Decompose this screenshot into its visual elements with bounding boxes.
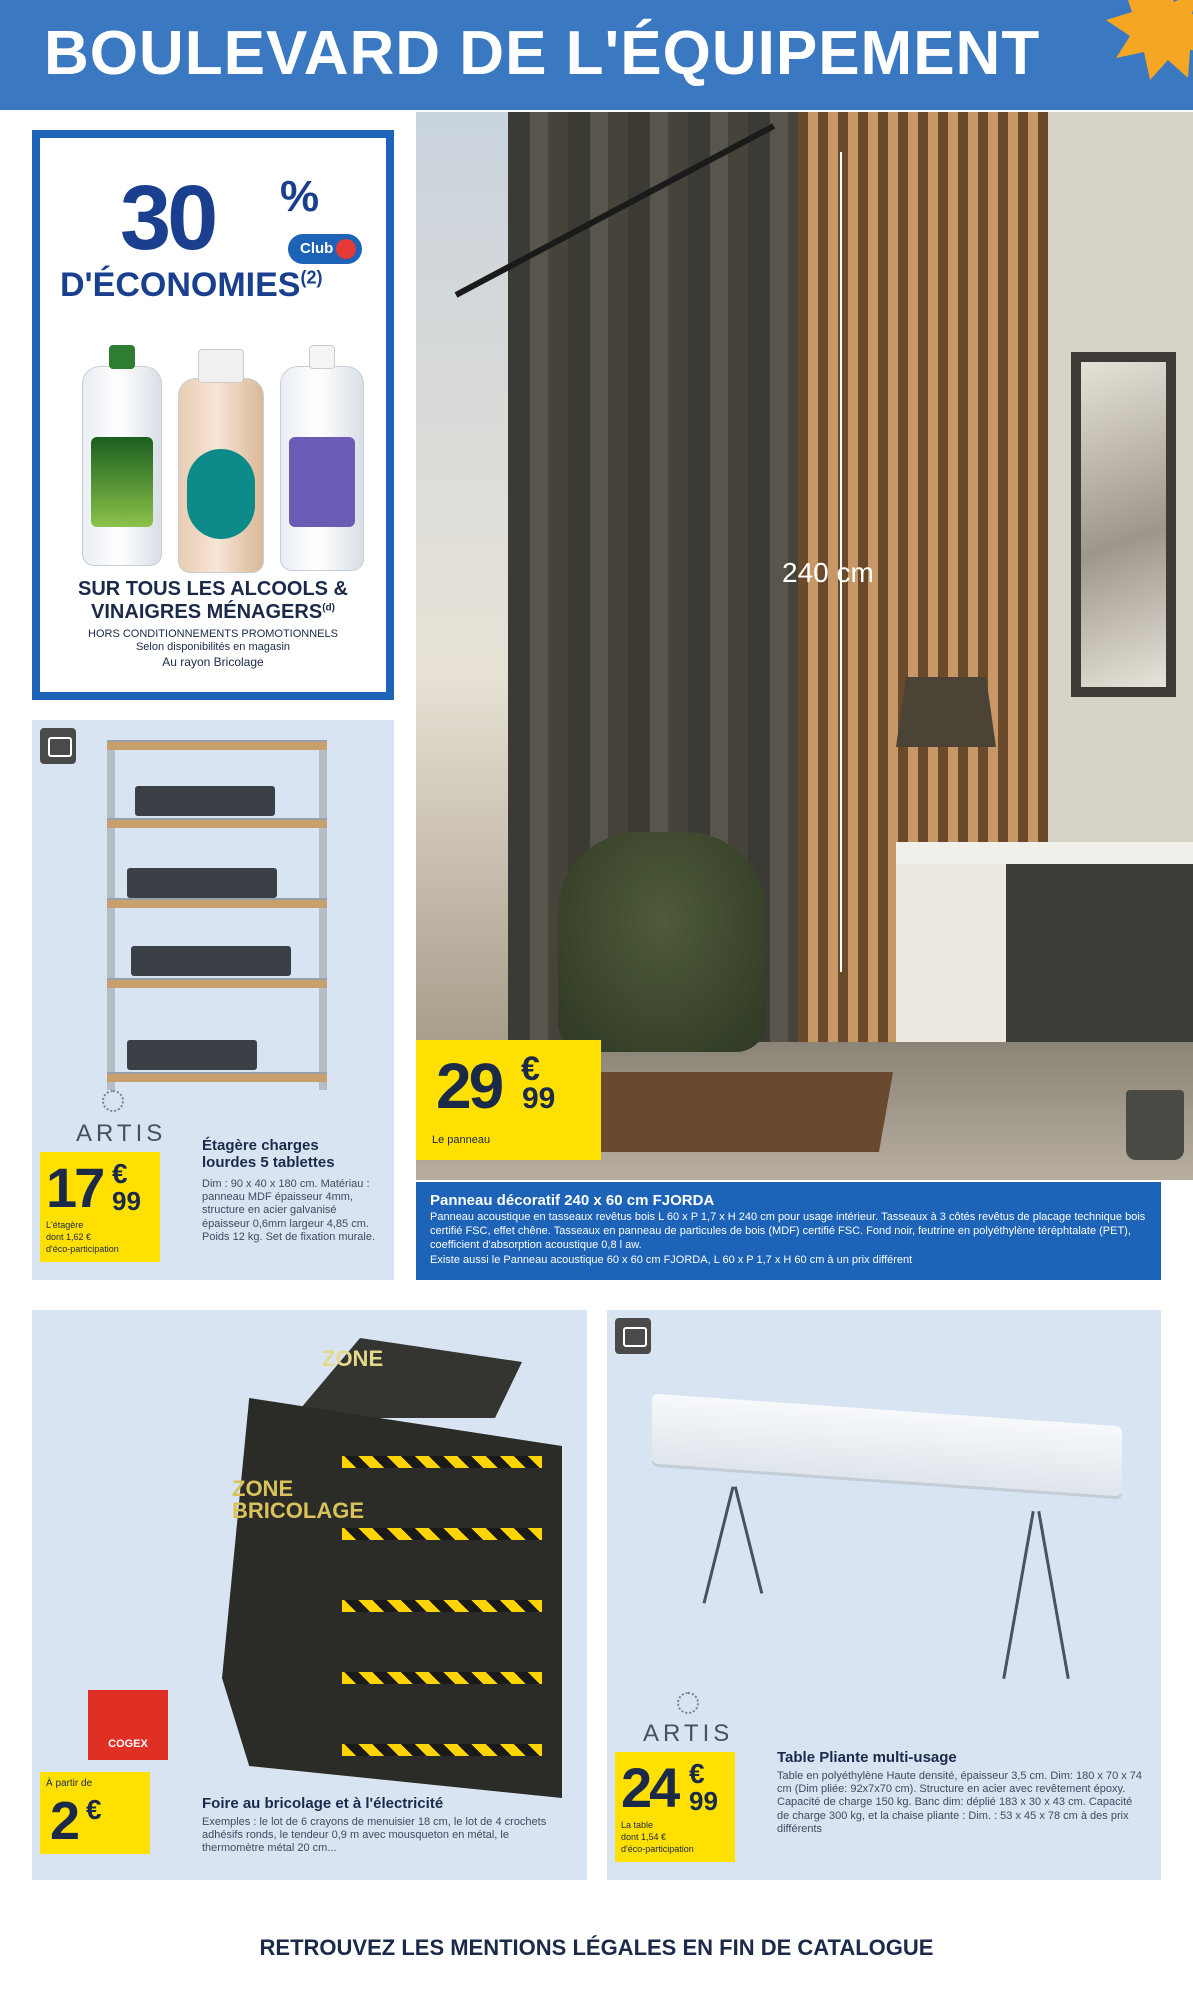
page-header — [0, 0, 1193, 110]
shelf-board — [107, 1072, 327, 1082]
product-title: Étagère charges lourdes 5 tablettes — [202, 1137, 335, 1171]
price-currency: € — [86, 1794, 102, 1825]
price-note-eco-label: d'éco-participation — [621, 1844, 694, 1854]
bricolage-display-image — [222, 1338, 562, 1798]
tools-row — [135, 786, 275, 816]
folding-table-image — [652, 1394, 1122, 1497]
mug — [1126, 1090, 1184, 1160]
hazard-stripe — [342, 1528, 542, 1540]
economies-heading — [60, 266, 380, 305]
price-decimals: 99 — [112, 1186, 141, 1216]
bottle-cap — [109, 345, 135, 369]
promo-headline-ref: (d) — [322, 602, 335, 614]
bottle-label — [91, 437, 153, 527]
discount-percent-sign: % — [280, 172, 320, 221]
artis-logo-icon — [102, 1090, 124, 1112]
toolbox — [127, 1040, 257, 1070]
toolbox-icon — [615, 1318, 651, 1354]
hazard-stripe — [342, 1600, 542, 1612]
promo-condition: HORS CONDITIONNEMENTS PROMOTIONNELS — [88, 628, 338, 640]
product-title: Table Pliante multi-usage — [777, 1749, 957, 1766]
brand-logo: ARTIS — [643, 1720, 734, 1747]
product-description: Exemples : le lot de 6 crayons de menuisier 18 cm, le lot de 4 crochets adhésifs ronds, le tendeur 0,9 m avec mousqueton en métal, le thermomètre métal 20 cm... — [202, 1816, 547, 1855]
brand-logo: COGEX — [88, 1690, 168, 1760]
product-description: Dim : 90 x 40 x 180 cm. Matériau : panneau MDF épaisseur 4mm, structure en acier galvanisé épaisseur 0,6mm largeur 4,85 cm. Poids 12 kg. Set de fixation murale. — [202, 1178, 376, 1243]
price-unit: Le panneau — [432, 1134, 491, 1146]
shelf-product-card — [32, 720, 394, 1280]
price-integer: 17 — [46, 1156, 103, 1219]
spray-trigger — [198, 349, 244, 383]
sideboard-top — [896, 842, 1193, 864]
bottle-label — [289, 437, 355, 527]
shelf-board — [107, 740, 327, 750]
toolbox-icon — [40, 728, 76, 764]
alcohol-bottle-image — [82, 366, 162, 566]
table-leg — [734, 1486, 764, 1593]
hazard-stripe — [342, 1744, 542, 1756]
shelf-board — [107, 818, 327, 828]
product-description: Table en polyéthylène Haute densité, épaisseur 3,5 cm. Dim: 180 x 70 x 74 cm (Dim pliée: 92x7x70 cm). Structure en acier avec revêtement époxy. Capacité de charge 150 kg. Banc dim: déplié 183 x 30 x 43 cm. Capacité de charge 300 kg, et la chaise pliante : Dim. : 53 x 45 x 78 cm à des prix différents — [777, 1770, 1143, 1835]
promo-department: Au rayon Bricolage — [162, 655, 264, 669]
shelf-post — [107, 740, 115, 1090]
price-currency: € — [521, 1050, 540, 1088]
hazard-stripe — [342, 1672, 542, 1684]
promo-headline — [40, 578, 386, 624]
shelf-board — [107, 978, 327, 988]
star-burst-icon — [1100, 0, 1193, 80]
promo-headline-line2 — [40, 601, 386, 624]
shelf-price-tag — [40, 1152, 160, 1262]
table-product-card — [607, 1310, 1161, 1880]
bottle-cap — [309, 345, 335, 369]
shelf-post — [319, 740, 327, 1090]
price-note-eco-label: d'éco-participation — [46, 1244, 119, 1254]
promo-availability: Selon disponibilités en magasin — [135, 641, 291, 653]
wall-art-frame — [1071, 352, 1176, 697]
promo-headline-line1: SUR TOUS LES ALCOOLS & — [77, 578, 349, 600]
tools-row — [131, 946, 291, 976]
price-currency: € — [689, 1758, 705, 1789]
hero-room-photo — [416, 112, 1193, 1180]
shelf-image — [107, 740, 327, 1090]
price-note-unit: La table — [621, 1820, 654, 1830]
club-badge: Club — [288, 234, 362, 264]
bottle-label — [187, 449, 255, 539]
shelf-board — [107, 898, 327, 908]
product-title: Foire au bricolage et à l'électricité — [202, 1795, 444, 1812]
price-integer: 2 — [50, 1791, 78, 1851]
bricolage-product-card — [32, 1310, 587, 1880]
artis-logo-icon — [677, 1692, 699, 1714]
promo-panel — [32, 130, 394, 700]
price-note-eco: dont 1,54 € — [621, 1832, 667, 1842]
promo-headline-line2-text: VINAIGRES MÉNAGERS — [91, 601, 323, 623]
product-variant-note: Existe aussi le Panneau acoustique 60 x 60 cm FJORDA, L 60 x P 1,7 x H 60 cm à un prix différent — [430, 1254, 913, 1267]
economies-ref: (2) — [300, 267, 323, 288]
hazard-stripe — [342, 1456, 542, 1468]
table-leg — [703, 1486, 735, 1603]
economies-text: D'ÉCONOMIES — [60, 266, 301, 304]
price-prefix: À partir de — [46, 1778, 93, 1789]
page-title: BOULEVARD DE L'ÉQUIPEMENT — [44, 19, 1041, 88]
tools-row — [127, 868, 277, 898]
price-integer: 29 — [436, 1050, 502, 1122]
price-decimals: 99 — [522, 1082, 556, 1115]
price-currency: € — [112, 1158, 128, 1189]
table-leg — [1002, 1511, 1034, 1679]
display-side-text — [232, 1478, 364, 1522]
display-side-bricolage: BRICOLAGE — [232, 1498, 364, 1523]
panel-price-tag — [416, 1040, 601, 1160]
table-price-tag — [615, 1752, 735, 1862]
display-side-zone: ZONE — [232, 1476, 294, 1501]
promo-panel-inner — [40, 138, 386, 692]
height-dimension-label: 240 cm — [782, 557, 874, 588]
vinegar-bottle-image — [280, 366, 364, 571]
table-leg — [1037, 1511, 1069, 1679]
sideboard-doors — [896, 864, 1006, 1044]
brand-logo: ARTIS — [76, 1120, 167, 1147]
green-armchair — [558, 832, 766, 1052]
panel-description — [416, 1182, 1161, 1280]
display-sign-text: ZONE — [322, 1346, 384, 1371]
product-description: Panneau acoustique en tasseaux revêtus bois L 60 x P 1,7 x H 240 cm pour usage intérieur. Tasseaux à 3 côtés revêtus de placage technique bois certifié FSC, effet chêne. Tasseaux en panneau de particules de bois (MDF) certifié FSC. Fond noir, feutrine en polyéthylène téréphtalate (PET), coefficient d'absorption acoustique 0,8 l aw. — [430, 1211, 1146, 1251]
product-title: Panneau décoratif 240 x 60 cm FJORDA — [430, 1192, 715, 1209]
lamp-shade — [896, 677, 996, 747]
price-decimals: 99 — [689, 1786, 718, 1816]
bricolage-price-tag — [40, 1772, 150, 1854]
discount-number: 30 — [120, 167, 215, 269]
price-note-eco: dont 1,62 € — [46, 1232, 92, 1242]
price-note-unit: L'étagère — [46, 1220, 84, 1230]
price-integer: 24 — [621, 1756, 678, 1819]
spray-bottle-image — [178, 378, 264, 573]
legal-footer: RETROUVEZ LES MENTIONS LÉGALES EN FIN DE CATALOGUE — [259, 1935, 934, 1960]
